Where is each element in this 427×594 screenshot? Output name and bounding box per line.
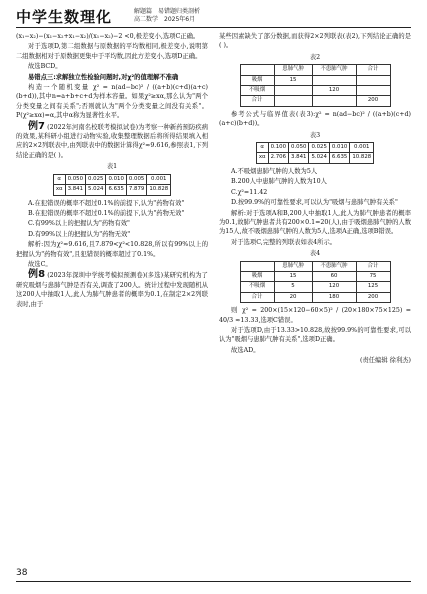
table-cell: 0.025: [309, 143, 329, 153]
header-section: 解题篇: [134, 8, 153, 15]
table-cell: 0.010: [329, 143, 349, 153]
table-cell: xα: [256, 153, 268, 163]
option-b: B.在犯错误的概率不超过0.1%的前提下,认为"药物无效": [28, 209, 185, 217]
table-row: [240, 271, 390, 281]
table-cell: 不患肺气肿: [312, 261, 356, 271]
table-cell: 吸烟: [240, 75, 274, 85]
contingency-table-4: [240, 261, 391, 304]
option-b: B.200人中患肺气肿的人数为10人: [231, 178, 327, 186]
table-cell: 6.635: [106, 185, 126, 195]
option-c: C.χ²=11.42: [231, 188, 268, 196]
table-cell: 6.635: [329, 153, 349, 163]
footer-rule: [16, 581, 411, 582]
paragraph: (x₁−x₂)−(x₁−x₂+x₁−x₂)/(x₁−x₂)−2 <0,极差变小,选项C正确。: [16, 33, 200, 40]
table-cell: 120: [312, 282, 356, 292]
option-d: D.按99.9%的可靠性要求,可以认为"吸烟与患肺气肿有关系": [231, 199, 398, 207]
table-row: [240, 75, 390, 85]
table-cell: 20: [274, 292, 312, 302]
header-info: [134, 8, 206, 24]
table-cell: [274, 86, 312, 96]
table-cell: [240, 65, 274, 75]
table-cell: 0.001: [350, 143, 374, 153]
table-row: [240, 261, 390, 271]
answer: 故选C。: [28, 260, 52, 268]
table-cell: 10.828: [350, 153, 374, 163]
table-cell: 3.841: [65, 185, 85, 195]
table-cell: 15: [274, 75, 312, 85]
table-cell: 0.100: [268, 143, 288, 153]
paragraph: 参考公式与临界值表(表3):χ² = n(ad−bc)² / ((a+b)(c+d)(a+c)(b+d))。: [219, 110, 411, 128]
table-cell: 15: [274, 271, 312, 281]
table-cell: 10.828: [147, 185, 171, 195]
table-caption: 表1: [106, 163, 118, 171]
table-cell: 不患肺气肿: [312, 65, 356, 75]
option-c: C.有99%以上的把握认为"药物有效": [28, 220, 130, 228]
example-label: 例8: [28, 269, 46, 281]
paragraph: 构造一个随机变量 χ² = n(ad−bc)² / ((a+b)(c+d)(a+c)(b+d)),其中n=a+b+c+d为样本容量。如果χ²≥xα,那么认为"两个分类变量之间有关系";否则就认为"两个分类变量之间没有关系"。P(χ²≥xα)=α,其中α称为显著性水平。: [16, 84, 208, 120]
magazine-logo: 中学生数理化: [16, 8, 113, 26]
section-heading: 易错点三:求解独立性检验问题时,对χ²的值理解不准确: [28, 73, 179, 81]
example-text: (2022年河南名校联考模拟试卷)为考察一种新药预防疾病的效果,某科研小组进行动物实验,收集整理数据后将所得结果填入相应的2×2列联表中,由列联表中的数据计算得χ²≈9.616,参照表1,下列结论正确的是( )。: [16, 123, 208, 159]
table-row: [240, 65, 390, 75]
table-cell: 0.001: [147, 174, 171, 184]
table-cell: 5.024: [86, 185, 106, 195]
critical-value-table-1: [53, 174, 171, 196]
table-cell: 0.050: [289, 143, 309, 153]
table-row: [256, 153, 373, 163]
table-cell: 0.050: [65, 174, 85, 184]
table-row: [53, 174, 170, 184]
solution: 解析:因为χ²≈9.616,且7.879<χ²<10.828,所以有99%以上的把握认为"药物有效",且犯错误的概率超过了0.1%。: [16, 241, 208, 258]
table-cell: 0.005: [126, 174, 146, 184]
table-cell: [356, 86, 390, 96]
table-cell: [356, 75, 390, 85]
paragraph: 故选BCD。: [28, 63, 62, 71]
contingency-table-2: [240, 64, 391, 107]
header-column: 易错题归类剖析: [158, 8, 201, 15]
table-cell: α: [53, 174, 65, 184]
table-caption: 表3: [309, 131, 321, 139]
table-cell: 5: [274, 282, 312, 292]
solution: 解析:对于选项A和B,200人中抽取1人,此人为肺气肿患者的概率为0.1,故肺气肿患者共有200×0.1=20(人),由于吸烟患肺气肿的人数为15人,故不吸烟患肺气肿的人数为5人,选项A正确,选项B错误。: [219, 209, 411, 236]
page-number: 38: [16, 568, 28, 578]
table-cell: xα: [53, 185, 65, 195]
table-cell: 不吸烟: [240, 86, 274, 96]
table-cell: [274, 96, 312, 106]
example-text: (2023年深圳中学统考模拟预测卷)(多选)某研究机构为了研究吸烟与患肺气肿是否有关,调查了200人。统计过程中发现随机从这200人中抽取1人,此人为肺气肿患者的概率为0.1,在制定2×2列联表时,由于: [16, 272, 208, 308]
table-cell: 合计: [240, 292, 274, 302]
table-cell: 合计: [356, 261, 390, 271]
table-row: [256, 143, 373, 153]
example-label: 例7: [28, 120, 46, 132]
table-caption: 表2: [309, 53, 321, 61]
table-cell: 200: [356, 292, 390, 302]
table-row: [240, 96, 390, 106]
table-row: [240, 292, 390, 302]
table-cell: 患肺气肿: [274, 261, 312, 271]
left-column: [16, 32, 208, 310]
table-cell: α: [256, 143, 268, 153]
paragraph: 对于选项C,完整的列联表如表4所示。: [231, 238, 337, 246]
table-cell: 120: [312, 86, 356, 96]
paragraph: 某些因素缺失了部分数据,而获得2×2列联表(表2),下列结论正确的是( )。: [219, 33, 411, 50]
table-cell: 7.879: [126, 185, 146, 195]
critical-value-table-3: [256, 142, 374, 164]
table-cell: 180: [312, 292, 356, 302]
paragraph: 对于选项D,由于13.33>10.828,故按99.9%的可靠性要求,可以认为"吸烟与患肺气肿有关系",选项D正确。: [219, 326, 411, 344]
table-cell: 0.025: [86, 174, 106, 184]
right-column: [219, 32, 411, 367]
table-cell: [240, 261, 274, 271]
header-grade: 高二数学: [134, 16, 159, 23]
table-cell: 125: [356, 282, 390, 292]
paragraph: 对于选项D,第二组数据与原数据的平均数相同,极差变小,说明第二组数据相对于原数据更集中于平均数,因此方差变小,选项D正确。: [16, 43, 208, 60]
header-issue: 2025年6月: [164, 16, 196, 23]
table-cell: 60: [312, 271, 356, 281]
table-row: [240, 86, 390, 96]
table-cell: 0.010: [106, 174, 126, 184]
table-caption: 表4: [309, 250, 321, 258]
table-cell: 200: [356, 96, 390, 106]
table-cell: 合计: [240, 96, 274, 106]
table-cell: 5.024: [309, 153, 329, 163]
option-a: A.不吸烟患肺气肿的人数为5人: [231, 167, 318, 175]
option-d: D.有99%以上的把握认为"药物无效": [28, 230, 131, 238]
table-row: [240, 282, 390, 292]
answer: 故选AD。: [231, 346, 260, 354]
table-cell: 3.841: [289, 153, 309, 163]
page-header: [16, 6, 411, 28]
formula-paragraph: 则 χ² = 200×(15×120−60×5)² / (20×180×75×125) = 40/3 ≈13.33,选项C错误。: [219, 307, 411, 324]
table-cell: [312, 96, 356, 106]
editor-credit: (责任编辑 徐利杰): [360, 357, 411, 365]
table-cell: 患肺气肿: [274, 65, 312, 75]
table-row: [53, 185, 170, 195]
table-cell: 2.706: [268, 153, 288, 163]
table-cell: 合计: [356, 65, 390, 75]
table-cell: 75: [356, 271, 390, 281]
table-cell: 吸烟: [240, 271, 274, 281]
table-cell: [312, 75, 356, 85]
option-a: A.在犯错误的概率不超过0.1%的前提下,认为"药物有效": [28, 199, 185, 207]
table-cell: 不吸烟: [240, 282, 274, 292]
